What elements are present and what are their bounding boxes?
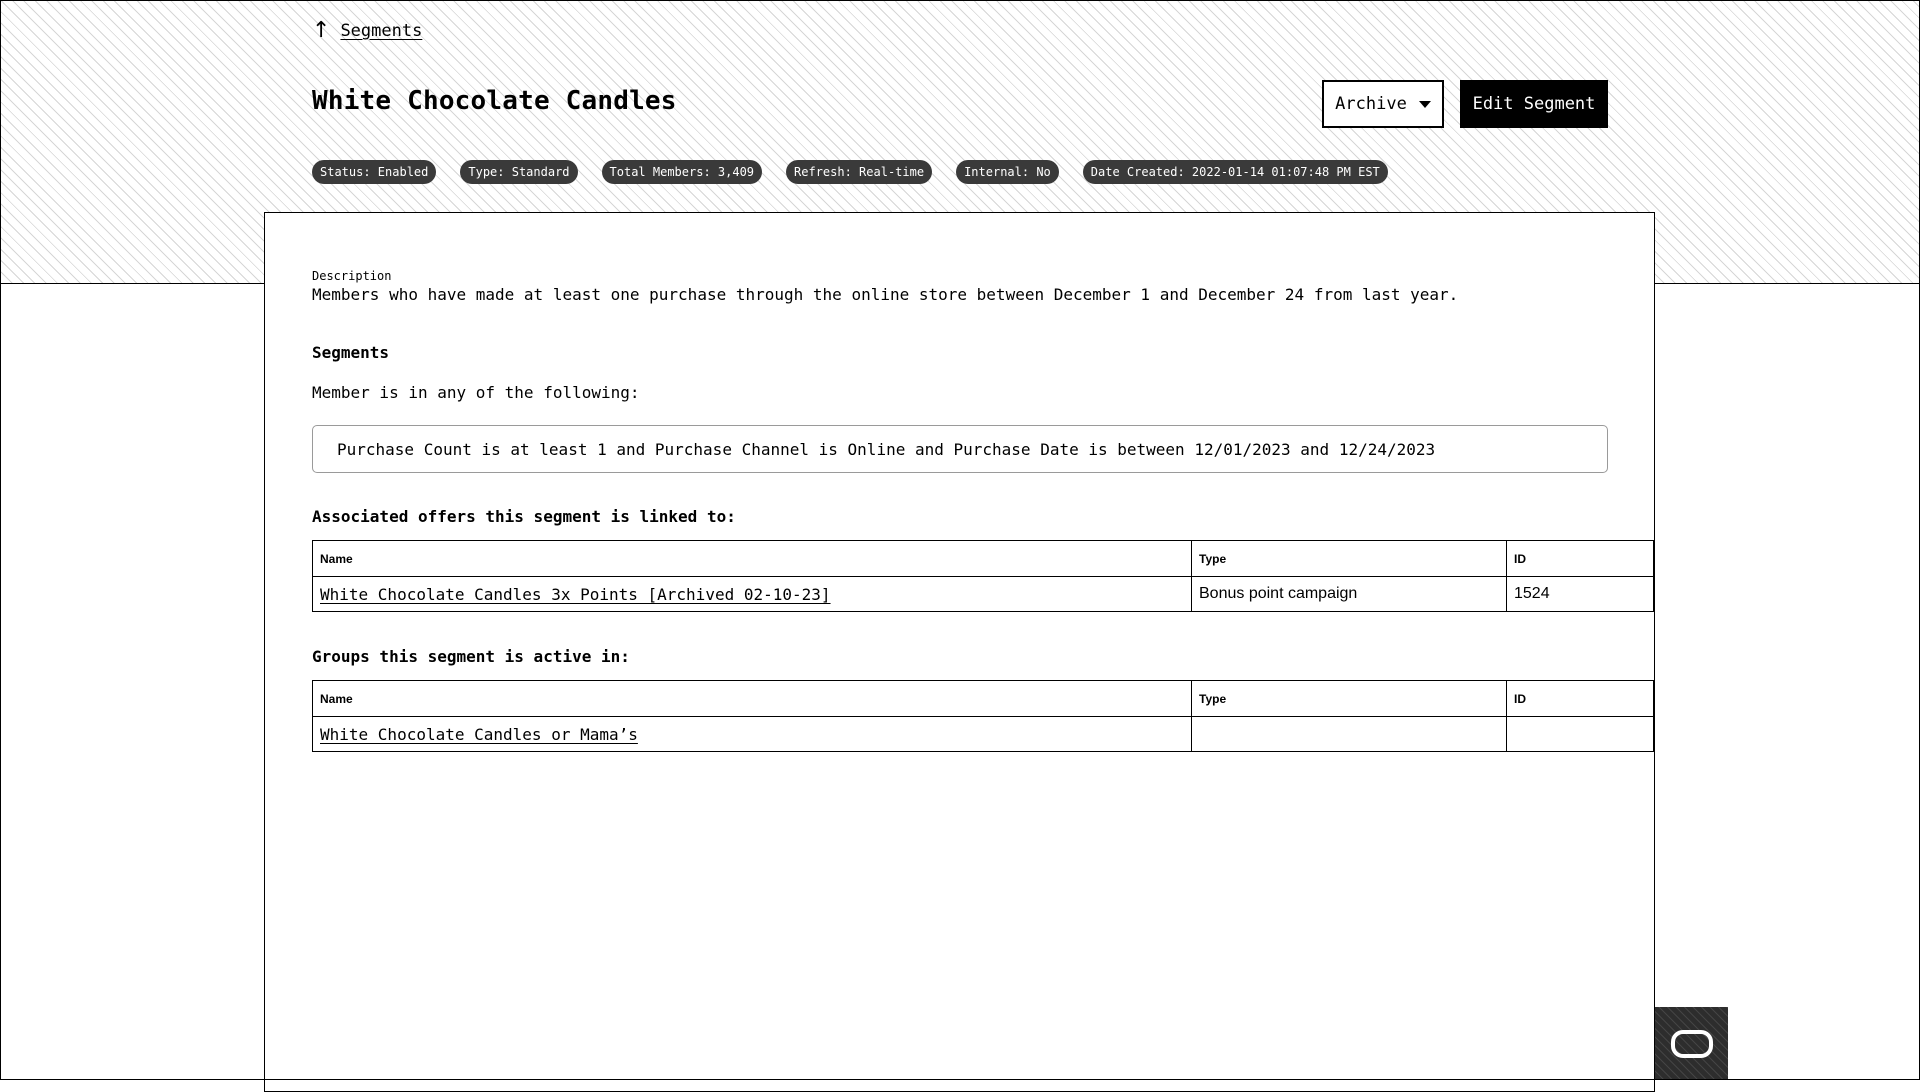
offer-type-cell: Bonus point campaign [1192,577,1507,612]
arrow-up-icon: ↑ [312,18,331,43]
description-text: Members who have made at least one purchase through the online store between December 1 and December 24 from last year. [312,285,1459,304]
segments-heading: Segments [312,343,390,362]
caret-down-icon [1419,101,1431,108]
type-badge: Type: Standard [460,160,577,184]
offers-heading: Associated offers this segment is linked to: [312,507,736,526]
column-header-id: ID [1507,681,1654,717]
group-id-cell [1507,717,1654,752]
offer-name-link[interactable]: White Chocolate Candles 3x Points [Archived 02-10-23] [320,584,831,604]
internal-badge: Internal: No [956,160,1059,184]
group-name-cell [313,717,1192,752]
column-header-type: Type [1192,681,1507,717]
segment-detail-card [264,212,1655,1092]
status-badge: Status: Enabled [312,160,436,184]
archive-dropdown-button[interactable] [1322,80,1444,128]
column-header-type: Type [1192,541,1507,577]
segments-intro: Member is in any of the following: [312,383,640,402]
help-chat-button[interactable] [1655,1007,1728,1080]
group-type-cell [1192,717,1507,752]
groups-table [312,680,1654,752]
offer-name-cell [313,577,1192,612]
page-title: White Chocolate Candles [312,86,677,116]
total-members-badge: Total Members: 3,409 [602,160,763,184]
column-header-id: ID [1507,541,1654,577]
segment-badges [312,160,1388,184]
segment-rule-box: Purchase Count is at least 1 and Purchase Channel is Online and Purchase Date is between 12/01/2023 and 12/24/2023 [312,425,1608,473]
back-link-label: Segments [340,21,423,41]
offers-header-row [313,541,1654,577]
offers-table [312,540,1654,612]
edit-segment-button[interactable]: Edit Segment [1460,80,1608,128]
table-row [313,717,1654,752]
group-name-link[interactable]: White Chocolate Candles or Mama’s [320,724,638,744]
refresh-badge: Refresh: Real-time [786,160,932,184]
date-created-badge: Date Created: 2022-01-14 01:07:48 PM EST [1083,160,1388,184]
table-row [313,577,1654,612]
column-header-name: Name [313,541,1192,577]
archive-button-label: Archive [1335,94,1407,114]
column-header-name: Name [313,681,1192,717]
description-label: Description [312,269,392,283]
offer-id-cell: 1524 [1507,577,1654,612]
groups-heading: Groups this segment is active in: [312,647,630,666]
chat-ring-icon [1671,1030,1713,1058]
groups-header-row [313,681,1654,717]
back-to-segments-link[interactable] [312,20,422,42]
